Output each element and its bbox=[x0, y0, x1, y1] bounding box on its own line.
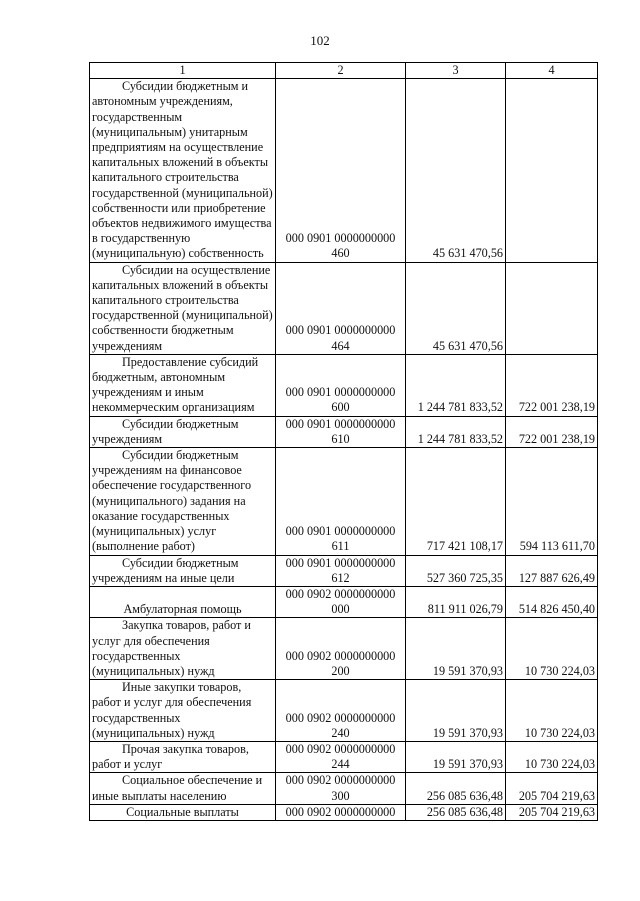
page-number: 102 bbox=[310, 33, 330, 48]
row-code-cell: 000 0902 0000000000 300 bbox=[276, 773, 406, 804]
table-row bbox=[90, 354, 598, 416]
column-header-2: 2 bbox=[276, 63, 406, 79]
table-row bbox=[90, 79, 598, 262]
row-value-col3: 256 085 636,48 bbox=[406, 773, 506, 804]
table-row bbox=[90, 262, 598, 354]
row-name-cell: Амбулаторная помощь bbox=[90, 586, 276, 617]
row-value-col4: 10 730 224,03 bbox=[506, 680, 598, 742]
row-code-cell: 000 0902 0000000000 000 bbox=[276, 586, 406, 617]
row-value-col4: 722 001 238,19 bbox=[506, 354, 598, 416]
row-value-col4: 10 730 224,03 bbox=[506, 618, 598, 680]
row-code-cell: 000 0902 0000000000 240 bbox=[276, 680, 406, 742]
table-row bbox=[90, 680, 598, 742]
row-code-cell: 000 0902 0000000000 200 bbox=[276, 618, 406, 680]
row-value-col3: 1 244 781 833,52 bbox=[406, 354, 506, 416]
table-row bbox=[90, 773, 598, 804]
row-code-cell: 000 0901 0000000000 460 bbox=[276, 79, 406, 262]
table-row bbox=[90, 416, 598, 447]
budget-table bbox=[89, 62, 598, 821]
row-value-col4: 594 113 611,70 bbox=[506, 448, 598, 555]
row-value-col4: 127 887 626,49 bbox=[506, 555, 598, 586]
row-value-col4: 10 730 224,03 bbox=[506, 741, 598, 772]
row-value-col3: 45 631 470,56 bbox=[406, 79, 506, 262]
row-code-cell: 000 0902 0000000000 244 bbox=[276, 741, 406, 772]
row-name-cell: Социальное обеспечение и иные выплаты населению bbox=[90, 773, 276, 804]
row-code-cell: 000 0901 0000000000 600 bbox=[276, 354, 406, 416]
table-row bbox=[90, 618, 598, 680]
row-name-cell: Иные закупки товаров, работ и услуг для обеспечения государственных (муниципальных) нужд bbox=[90, 680, 276, 742]
column-header-4: 4 bbox=[506, 63, 598, 79]
table-header-row bbox=[90, 63, 598, 79]
row-name-cell: Субсидии бюджетным учреждениям bbox=[90, 416, 276, 447]
row-value-col4 bbox=[506, 262, 598, 354]
table-row bbox=[90, 741, 598, 772]
row-name-cell: Социальные выплаты bbox=[90, 804, 276, 820]
table-row bbox=[90, 586, 598, 617]
row-name-cell: Закупка товаров, работ и услуг для обеспечения государственных (муниципальных) нужд bbox=[90, 618, 276, 680]
row-code-cell: 000 0902 0000000000 bbox=[276, 804, 406, 820]
row-value-col3: 19 591 370,93 bbox=[406, 680, 506, 742]
row-value-col4: 514 826 450,40 bbox=[506, 586, 598, 617]
row-value-col3: 811 911 026,79 bbox=[406, 586, 506, 617]
row-value-col3: 717 421 108,17 bbox=[406, 448, 506, 555]
row-name-cell: Предоставление субсидий бюджетным, автономным учреждениям и иным некоммерческим организациям bbox=[90, 354, 276, 416]
row-code-cell: 000 0901 0000000000 464 bbox=[276, 262, 406, 354]
row-value-col3: 256 085 636,48 bbox=[406, 804, 506, 820]
table-row bbox=[90, 555, 598, 586]
row-value-col4 bbox=[506, 79, 598, 262]
row-value-col4: 205 704 219,63 bbox=[506, 804, 598, 820]
row-name-cell: Субсидии бюджетным и автономным учреждениям, государственным (муниципальным) унитарным предприятиям на осуществление капитальных вложений в объекты капитального строительства государственной (муниципальной) собственности или приобретение объектов недвижимого имущества в государственную (муниципальную) собственность bbox=[90, 79, 276, 262]
row-value-col3: 19 591 370,93 bbox=[406, 741, 506, 772]
row-value-col3: 527 360 725,35 bbox=[406, 555, 506, 586]
row-value-col4: 205 704 219,63 bbox=[506, 773, 598, 804]
row-name-cell: Субсидии бюджетным учреждениям на финансовое обеспечение государственного (муниципального) задания на оказание государственных (муниципальных) услуг (выполнение работ) bbox=[90, 448, 276, 555]
row-value-col3: 19 591 370,93 bbox=[406, 618, 506, 680]
row-code-cell: 000 0901 0000000000 610 bbox=[276, 416, 406, 447]
row-value-col4: 722 001 238,19 bbox=[506, 416, 598, 447]
row-name-cell: Прочая закупка товаров, работ и услуг bbox=[90, 741, 276, 772]
row-value-col3: 1 244 781 833,52 bbox=[406, 416, 506, 447]
table-row bbox=[90, 804, 598, 820]
row-code-cell: 000 0901 0000000000 612 bbox=[276, 555, 406, 586]
row-code-cell: 000 0901 0000000000 611 bbox=[276, 448, 406, 555]
column-header-1: 1 bbox=[90, 63, 276, 79]
row-name-cell: Субсидии бюджетным учреждениям на иные цели bbox=[90, 555, 276, 586]
row-name-cell: Субсидии на осуществление капитальных вложений в объекты капитального строительства государственной (муниципальной) собственности бюджетным учреждениям bbox=[90, 262, 276, 354]
table-row bbox=[90, 448, 598, 555]
column-header-3: 3 bbox=[406, 63, 506, 79]
row-value-col3: 45 631 470,56 bbox=[406, 262, 506, 354]
